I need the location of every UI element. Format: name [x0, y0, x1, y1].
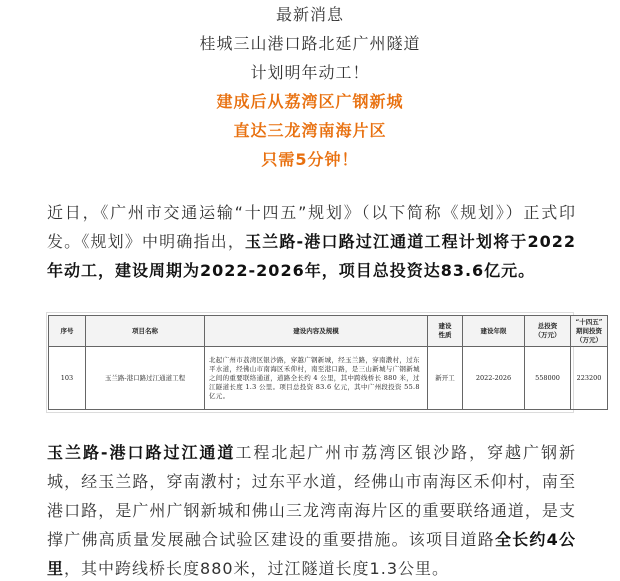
headline-start-schedule: 计划明年动工！ [250, 63, 370, 82]
paragraph-intro-text: 近日，《广州市交通运输“十四五”规划》（以下简称《规划》）正式印发。《规划》中明确指出， [47, 203, 576, 251]
cell-name: 玉兰路-港口路过江通道工程 [86, 347, 205, 410]
column-header-seq: 序号 [49, 316, 86, 347]
column-header-period: 建设年限 [463, 316, 525, 347]
cell-period: 2022-2026 [463, 347, 525, 410]
paragraph-key-fact: 玉兰路-港口路过江通道工程计划将于2022年动工，建设周期为2022-2026年，项目总投资达83.6亿元。 [47, 232, 576, 280]
headline-title: 桂城三山港口路北延广州隧道 [199, 34, 421, 53]
headline-highlight-destination: 直达三龙湾南海片区 [233, 121, 387, 140]
cell-total-investment: 558000 [525, 347, 571, 410]
paragraph-total-length: 全长约4公里 [47, 530, 576, 578]
project-list-table [48, 315, 608, 410]
headline-block [0, 0, 620, 174]
cell-nature: 新开工 [428, 347, 463, 410]
cell-plan-investment: 223200 [571, 347, 608, 410]
column-header-plan-investment: “十四五” 期间投资 （万元） [571, 316, 608, 347]
column-header-total-investment: 总投资 （万元） [525, 316, 571, 347]
table-header-row [49, 316, 608, 347]
column-header-name: 项目名称 [86, 316, 205, 347]
headline-latest-news: 最新消息 [275, 5, 344, 24]
paragraph-project-name: 玉兰路-港口路过江通道 [47, 443, 236, 462]
table-row [49, 347, 608, 410]
paragraph-bridge-tunnel-text: ，其中跨线桥长度880米，过江隧道长度1.3公里。 [64, 559, 450, 578]
table-header [49, 316, 608, 347]
column-header-nature: 建设 性质 [428, 316, 463, 347]
paragraph-plan-announcement [47, 198, 576, 286]
column-header-content: 建设内容及规模 [205, 316, 428, 347]
headline-highlight-duration: 只需5分钟！ [261, 150, 359, 169]
project-table-image [46, 312, 603, 413]
cell-seq: 103 [49, 347, 86, 410]
cell-content: 北起广州市荔湾区银沙路，穿越广钢新城，经玉兰路，穿南漖村，过东平水道，经佛山市南海区禾仰村，南至港口路，是三山新城与广钢新城之间的重要联络通道，道路全长约 4 公里，其中跨线桥长 880 米，过江隧道长度 1.3 公里。项目总投资 83.6 亿元，其中广州段投资 55.8 亿元。 [205, 347, 428, 410]
headline-highlight-origin: 建成后从荔湾区广钢新城 [216, 92, 404, 111]
paragraph-project-description [47, 438, 576, 581]
paragraph-route-text: 工程北起广州市荔湾区银沙路，穿越广钢新城，经玉兰路，穿南漖村；过东平水道，经佛山市南海区禾仰村，南至港口路，是广州广钢新城和佛山三龙湾南海片区的重要联络通道，是支撑广佛高质量发展融合试验区建设的重要措施。该项目道路 [47, 443, 576, 549]
table-body [49, 347, 608, 410]
